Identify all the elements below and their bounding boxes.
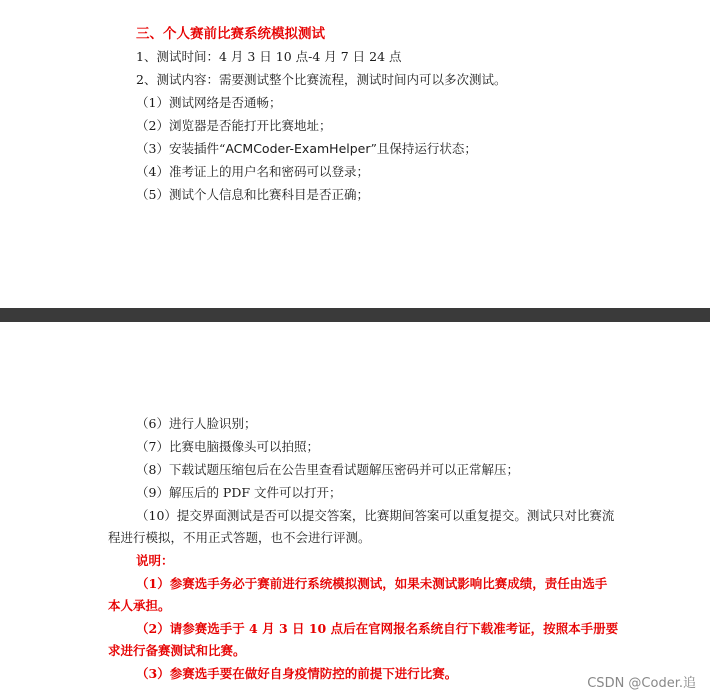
list-item: （6）进行人脸识别； [136, 416, 257, 431]
item3-suffix: ”且保持运行状态； [370, 141, 477, 156]
note-title: 说明： [136, 553, 174, 568]
list-item: （1）测试网络是否通畅； [136, 95, 282, 110]
list-item: （5）测试个人信息和比赛科目是否正确； [136, 187, 369, 202]
section-heading: 三、个人赛前比赛系统模拟测试 [136, 26, 325, 42]
document-page-1 [0, 0, 710, 308]
item3-prefix: （3）安装插件“ [136, 141, 226, 156]
page-separator [0, 308, 710, 322]
list-item [136, 140, 477, 158]
test-time-line: 1、测试时间：4 月 3 日 10 点-4 月 7 日 24 点 [136, 49, 402, 64]
note-line: 求进行备赛测试和比赛。 [108, 643, 246, 658]
list-item: （9）解压后的 PDF 文件可以打开； [136, 485, 342, 500]
list-item: （7）比赛电脑摄像头可以拍照； [136, 439, 319, 454]
list-item: （2）浏览器是否能打开比赛地址； [136, 118, 332, 133]
test-content-line: 2、测试内容：需要测试整个比赛流程，测试时间内可以多次测试。 [136, 72, 507, 87]
note-line: （1）参赛选手务必于赛前进行系统模拟测试，如果未测试影响比赛成绩，责任由选手 [136, 576, 608, 591]
note-line: （3）参赛选手要在做好自身疫情防控的前提下进行比赛。 [136, 666, 458, 681]
document-page-2 [0, 322, 710, 699]
list-item-continuation: 程进行模拟，不用正式答题，也不会进行评测。 [108, 530, 371, 545]
list-item: （4）准考证上的用户名和密码可以登录； [136, 164, 369, 179]
plugin-name: ACMCoder-ExamHelper [225, 141, 371, 156]
watermark-text: CSDN @Coder.追 [587, 676, 696, 691]
list-item: （10）提交界面测试是否可以提交答案，比赛期间答案可以重复提交。测试只对比赛流 [136, 508, 615, 523]
list-item: （8）下载试题压缩包后在公告里查看试题解压密码并可以正常解压； [136, 462, 519, 477]
note-line: 本人承担。 [108, 598, 171, 613]
note-line: （2）请参赛选手于 4 月 3 日 10 点后在官网报名系统自行下载准考证，按照本手册要 [136, 621, 619, 636]
